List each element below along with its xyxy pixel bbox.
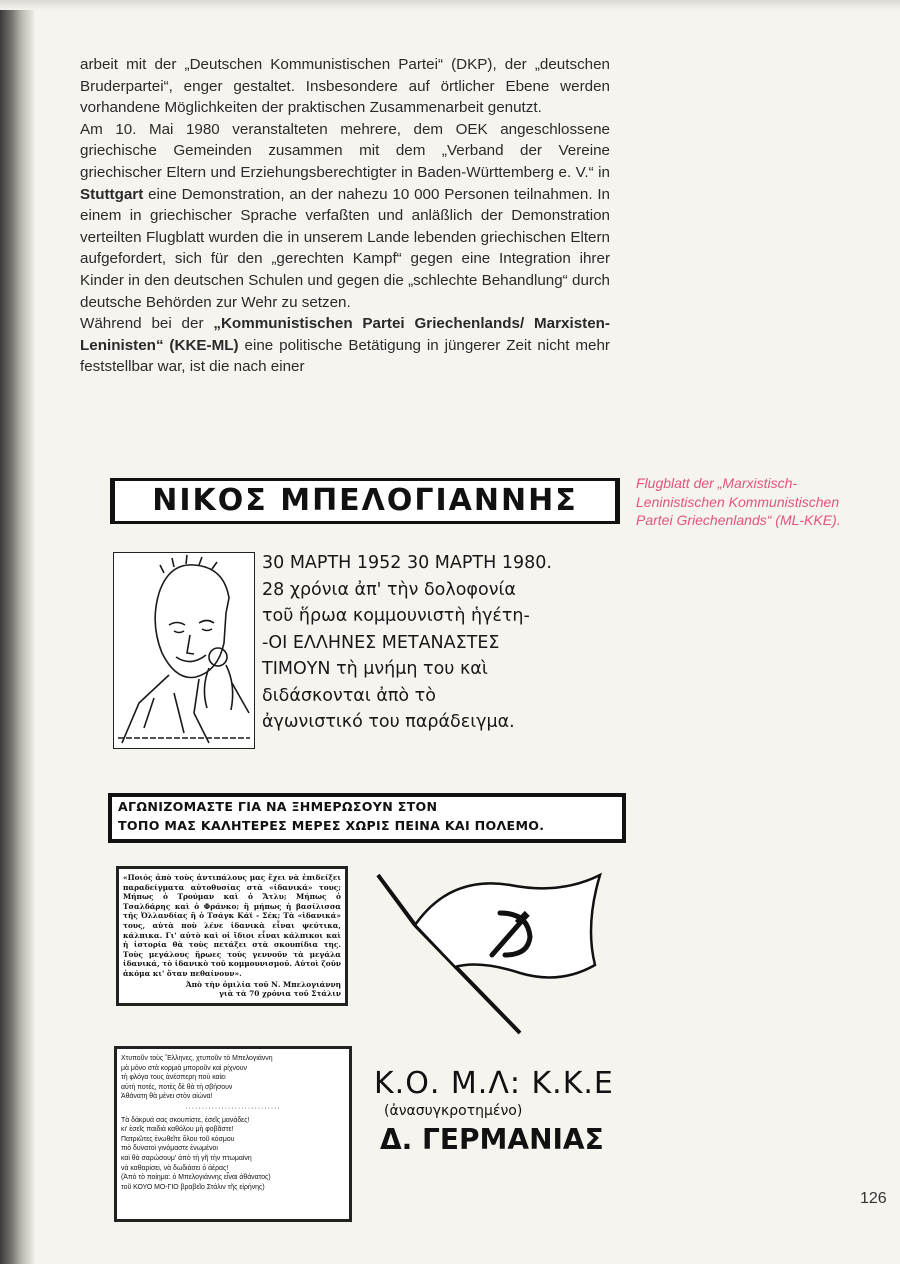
quote-source — [123, 980, 341, 999]
poem-line: (Ἀπὸ τὸ ποίημα: ὁ Μπελογιάννης εἶναι ἀθάνατος) — [121, 1174, 271, 1182]
paragraph-2-text-b: eine Demonstration, an der nahezu 10 000 Personen teilnahmen. In einem in griechischer Sprache verfaßten und anläßlich der Demonstration verteilten Flugblatt wurden die in unserem Lande lebenden griechischen Eltern aufgefordert, sich für den „gerechten Kampf“ gegen eine Integration ihrer Kinder in den deutschen Schulen und gegen die „schlechte Behandlung“ durch deutsche Behörden zur Wehr zu setzen. — [80, 185, 610, 311]
poem-line: τὴ φλόγα τους ἀνέσπερη ποὺ καίει — [121, 1074, 226, 1082]
slogan-line: ΑΓΩΝΙΖΟΜΑΣΤΕ ΓΙΑ ΝΑ ΞΗΜΕΡΩΣΟΥΝ ΣΤΟΝ — [118, 799, 438, 814]
portrait-sketch-icon — [114, 553, 254, 748]
quote-text: «Ποιός ἀπὸ τοὺς ἀντιπάλους μας ἔχει νὰ ἐπιδείξει παραδείγματα αὐτοθυσίας στὰ «ἰδανικά» τους; Μήπως ὁ Τρούμαν καὶ ὁ Ἄτλυ; Μήπως ὁ Τσαλδάρης καὶ ὁ Φράνκο; ἢ μήπως ἡ βασίλισσα τῆς Ὀλλανδίας ἢ ὁ Τσάγκ Κάϊ - Σέκ; Τὰ «ἰδανικά» τους, αὐτὰ ποὺ λένε ἰδανικὰ εἶναι ψεύτικα, κάλπικα. Γι' αὐτὸ καὶ οἱ ἴδιοι εἶναι κάλπικοι καὶ ἡ ἱστορία θὰ τοὺς πετάξει στὰ σκουπίδια της. Τοὺς μεγάλους ἥρωες τοὺς γεννοῦν τὰ μεγάλα ἰδανικά, τὸ ἰδανικὸ τοῦ κομμουνισμοῦ. Αὐτοὶ ζοῦν ἀκόμα κι' ὅταν πεθαίνουν». — [123, 873, 341, 978]
poem-line: καὶ θὰ σαρώσουμ' ἀπὸ τὴ γῆ τὴν πτωμαίνη — [121, 1154, 252, 1162]
handwritten-line: ΤΙΜΟΥΝ τὴ μνήμη του καὶ — [262, 659, 488, 679]
poem-line: Χτυποῦν τοὺς Ἕλληνες, χτυποῦν τὸ Μπελογιάννη — [121, 1055, 273, 1062]
body-text — [80, 54, 610, 378]
leaflet-title: ΝΙΚΟΣ ΜΠΕΛΟΓΙΑΝΝΗΣ — [110, 478, 620, 524]
paragraph-3-text-b: eine politische Betätigung in jüngerer Zeit nicht mehr feststellbar war, ist die nach einer — [80, 336, 610, 376]
poem-line: Τὰ δάκρυά σας σκουπίστε, ἐσεῖς μανάδες! — [121, 1116, 250, 1124]
organization-signature — [374, 1066, 614, 1156]
paragraph-3-bold: „Kommunistischen Partei Griechenlands/ Marxisten-Leninisten“ (KKE-ML) — [80, 315, 610, 354]
flag-icon — [360, 855, 620, 1040]
poem-line: Πατριῶτες ἑνωθεῖτε ὅλου τοῦ κόσμου — [121, 1135, 235, 1143]
handwritten-dedication — [262, 550, 617, 736]
poem-box — [114, 1046, 352, 1222]
poem-line: κι' ἐσεῖς παιδιὰ καθόλου μὴ φοβᾶστε! — [121, 1126, 234, 1134]
slogan-line: ΤΟΠΟ ΜΑΣ ΚΑΛΗΤΕΡΕΣ ΜΕΡΕΣ ΧΩΡΙΣ ΠΕΙΝΑ ΚΑΙ ΠΟΛΕΜΟ. — [118, 818, 545, 833]
poem-separator: ····························· — [185, 1104, 281, 1112]
poem-line: μὰ μόνο στὰ κορμιὰ μποροῦν καὶ ρίχνουν — [121, 1064, 247, 1072]
portrait-drawing — [113, 552, 255, 749]
organization-subtitle: (ἀνασυγκροτημένο) — [384, 1103, 523, 1119]
handwritten-line: 30 ΜΑΡΤΗ 1952 30 ΜΑΡΤΗ 1980. — [262, 553, 552, 573]
page-top-shade — [0, 0, 900, 10]
poem-line: αὐτὴ ποτές, ποτὲς δὲ θὰ τὴ σβήσουν — [121, 1083, 233, 1091]
poem-line: τοῦ ΚΟΥΟ ΜΟ-ΓΙΟ βραβεῖο Στάλιν τῆς εἰρήνης) — [121, 1183, 265, 1191]
paragraph-2-text-a: Am 10. Mai 1980 veranstalteten mehrere, dem OEK angeschlossene griechische Gemeinden zusammen mit dem „Verband der Vereine griechischer Eltern und Erziehungsberechtigter in Baden-Württemberg e. V.“ in — [80, 120, 610, 181]
paragraph-2 — [80, 119, 610, 313]
hammer-sickle-flag — [360, 855, 620, 1040]
handwritten-line: τοῦ ἥρωα κομμουνιστὴ ἡγέτη- — [262, 606, 530, 626]
paragraph-3 — [80, 313, 610, 378]
poem-line: πιὸ δυνατοὶ γινόμαστε ἑνωμένοι — [121, 1145, 218, 1153]
quote-source-line: γιὰ τὰ 70 χρόνια τοῦ Στάλιν — [219, 989, 341, 999]
paragraph-3-text-a: Während bei der — [80, 315, 214, 333]
slogan-box — [108, 793, 626, 843]
paragraph-1: arbeit mit der „Deutschen Kommunistischen Partei“ (DKP), der „deutschen Bruderpartei“, enger gestaltet. Insbesondere auf örtlicher Ebene werden vorhandene Möglichkeiten der praktischen Zusammenarbeit genutzt. — [80, 56, 610, 117]
paragraph-2-bold: Stuttgart — [80, 185, 144, 203]
poem-line: Ἀθάνατη θὰ μένει στὸν αἰώνα! — [121, 1093, 213, 1101]
handwritten-line: -ΟΙ ΕΛΛΗΝΕΣ ΜΕΤΑΝΑΣΤΕΣ — [262, 632, 500, 653]
organization-country: Δ. ΓΕΡΜΑΝΙΑΣ — [380, 1123, 604, 1156]
figure-caption: Flugblatt der „Marxistisch-Leninistischen Kommunistischen Partei Griechenlands“ (ML-KKE). — [636, 475, 841, 528]
book-binding-shadow — [0, 0, 34, 1264]
quote-source-line: Ἀπὸ τὴν ὁμιλία τοῦ Ν. Μπελογιάννη — [185, 979, 341, 989]
handwritten-line: ἀγωνιστικό του παράδειγμα. — [262, 712, 515, 732]
quote-box — [116, 866, 348, 1006]
page-number: 126 — [860, 1190, 887, 1207]
handwritten-line: διδάσκονται ἀπὸ τὸ — [262, 685, 436, 706]
organization-name: Κ.Ο. Μ.Λ: Κ.Κ.Ε — [374, 1066, 614, 1101]
handwritten-line: 28 χρόνια ἀπ' τὴν δολοφονία — [262, 579, 516, 600]
poem-line: νὰ καθαρίσει, νὰ δωδιάσει ὁ ἀέρας! — [121, 1164, 229, 1172]
